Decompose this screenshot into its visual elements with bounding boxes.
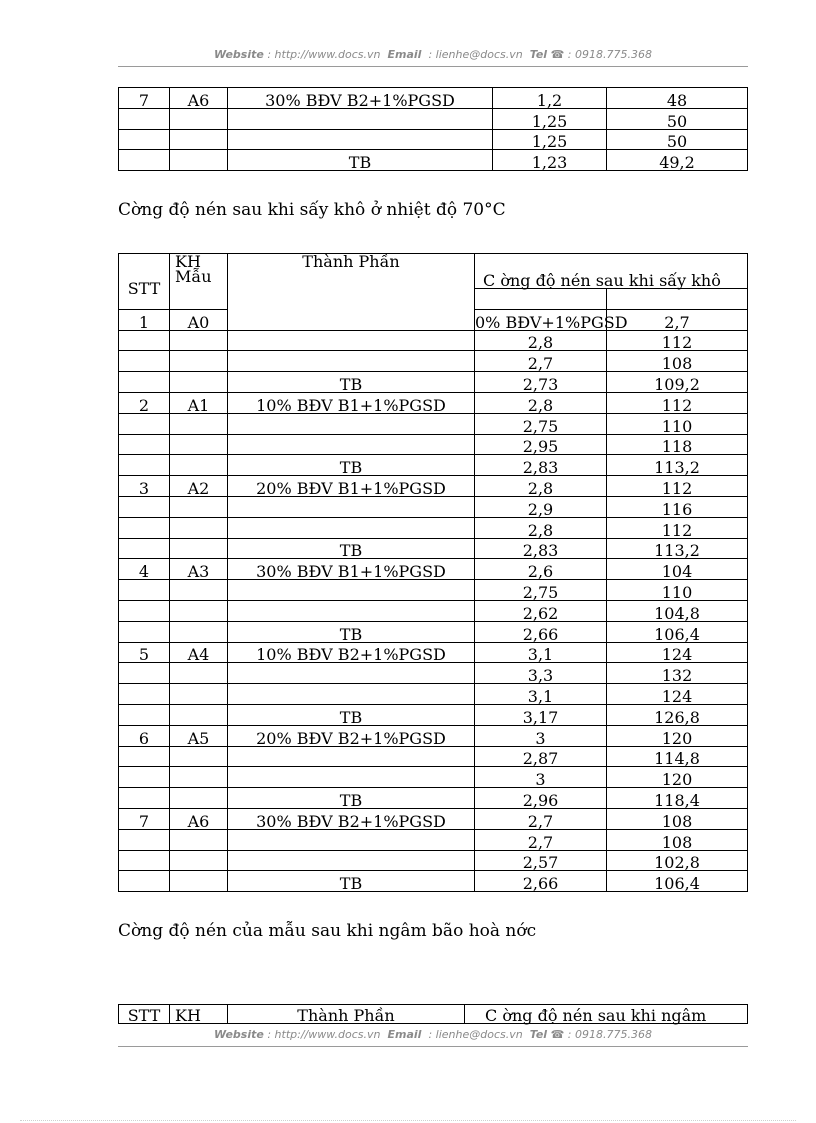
cell-pn: 1,23 [493,150,607,171]
table-row [119,496,748,517]
cell-rn: 108 [607,829,748,850]
cell-pn: 2,75 [475,580,607,601]
table-row [119,538,748,559]
cell-pn: 2,75 [475,413,607,434]
cell-kh-mau [170,434,228,455]
cell-kh-mau: A1 [170,392,228,413]
email-value[interactable]: : lienhe@docs.vn [428,48,523,61]
cell-pn: 3,17 [475,704,607,725]
cell-stt [119,788,170,809]
cell-kh-mau: A0 [170,309,228,330]
table-dry-strength [118,253,748,892]
cell-kh-mau [170,351,228,372]
cell-rn: 116 [607,496,748,517]
cell-rn: 124 [607,642,748,663]
cell-thanh-phan: 30% BĐV B2+1%PGSD [228,88,493,109]
table-row [119,129,748,150]
table-row [119,476,748,497]
cell-thanh-phan: TB [228,704,475,725]
cell-rn: 120 [607,767,748,788]
cell-stt: 5 [119,642,170,663]
cell-pn: 2,66 [475,871,607,892]
phone-icon: ☎ [550,48,565,61]
header-thanh-phan: Thành Phần [228,254,475,331]
cell-pn: 1,25 [493,108,607,129]
cell-rn: 102,8 [607,850,748,871]
soak-header-cuong-do: C ờng độ nén sau khi ngâm [465,1005,748,1024]
cell-kh-mau [170,746,228,767]
cell-pn: 2,8 [475,517,607,538]
soak-header-kh: KH [170,1005,228,1024]
cell-kh-mau [170,496,228,517]
cell-thanh-phan [228,829,475,850]
cell-kh-mau [170,788,228,809]
cell-kh-mau [170,413,228,434]
cell-kh-mau [170,767,228,788]
cell-stt: 6 [119,725,170,746]
cell-kh-mau: A3 [170,559,228,580]
cell-stt [119,434,170,455]
cell-thanh-phan [228,746,475,767]
page-footer [118,1028,748,1041]
table-row [119,621,748,642]
cell-pn: 2,7 [475,351,607,372]
page-header [118,48,748,61]
cell-kh-mau [170,538,228,559]
cell-rn: 110 [607,580,748,601]
table-row [119,351,748,372]
cell-kh-mau [170,663,228,684]
cell-rn: 112 [607,517,748,538]
table-row [119,829,748,850]
cell-stt [119,129,170,150]
cell-stt [119,413,170,434]
cell-rn: 114,8 [607,746,748,767]
cell-pn: 2,7 [475,808,607,829]
cell-pn: 2,7 [475,829,607,850]
cell-thanh-phan: 0% BĐV+1%PGSD [475,309,607,330]
cell-rn: 106,4 [607,621,748,642]
cell-kh-mau [170,108,228,129]
cell-thanh-phan [228,413,475,434]
cell-rn: 126,8 [607,704,748,725]
page-bottom-border [20,1120,796,1121]
footer-rule [118,1046,748,1047]
table-row [119,108,748,129]
soak-header-thanh-phan: Thành Phần [228,1005,465,1024]
cell-stt [119,580,170,601]
email-value[interactable]: : lienhe@docs.vn [428,1028,523,1041]
cell-kh-mau [170,871,228,892]
cell-rn: 50 [607,129,748,150]
website-url[interactable]: : http://www.docs.vn [267,48,381,61]
cell-thanh-phan: TB [228,150,493,171]
cell-pn: 2,87 [475,746,607,767]
table-row [119,684,748,705]
cell-pn: 2,57 [475,850,607,871]
cell-stt [119,538,170,559]
cell-thanh-phan [228,684,475,705]
cell-stt [119,871,170,892]
cell-stt [119,684,170,705]
cell-thanh-phan [228,767,475,788]
tel-label: Tel [529,1028,548,1041]
table-header-row [119,254,748,289]
header-stt: STT [119,254,170,310]
cell-kh-mau: A5 [170,725,228,746]
cell-kh-mau: A4 [170,642,228,663]
cell-rn: 112 [607,476,748,497]
table-row [119,788,748,809]
cell-kh-mau [170,600,228,621]
tel-value: : 0918.775.368 [567,1028,652,1041]
caption-dry: Cờng độ nén sau khi sấy khô ở nhiệt độ 70°C [118,200,506,220]
phone-icon: ☎ [550,1028,565,1041]
cell-rn: 108 [607,351,748,372]
table-row [119,767,748,788]
table-row [119,580,748,601]
cell-stt: 3 [119,476,170,497]
tel-label: Tel [529,48,548,61]
table-row [119,455,748,476]
cell-pn: 3 [475,725,607,746]
cell-kh-mau [170,580,228,601]
cell-stt: 1 [119,309,170,330]
cell-kh-mau: A6 [170,88,228,109]
email-label: Email [387,1028,422,1041]
table-continuation [118,87,748,171]
subheader-empty-kh [607,289,748,310]
cell-rn: 118 [607,434,748,455]
cell-pn: 2,8 [475,476,607,497]
header-cuong-do: C ờng độ nén sau khi sấy khô [475,254,748,289]
cell-pn: 2,73 [475,372,607,393]
cell-rn: 124 [607,684,748,705]
cell-stt [119,829,170,850]
cell-thanh-phan: 20% BĐV B1+1%PGSD [228,476,475,497]
website-url[interactable]: : http://www.docs.vn [267,1028,381,1041]
cell-kh-mau [170,150,228,171]
table-row [119,517,748,538]
cell-thanh-phan [228,351,475,372]
cell-stt: 4 [119,559,170,580]
cell-rn: 104,8 [607,600,748,621]
cell-thanh-phan [228,517,475,538]
cell-thanh-phan: TB [228,538,475,559]
cell-stt [119,767,170,788]
cell-rn: 120 [607,725,748,746]
cell-rn: 112 [607,392,748,413]
table-row [119,392,748,413]
cell-thanh-phan [228,330,475,351]
cell-stt [119,108,170,129]
cell-rn: 49,2 [607,150,748,171]
cell-pn: 3,1 [475,642,607,663]
cell-thanh-phan [228,580,475,601]
table-row [119,746,748,767]
header-kh-line1: KH [175,252,201,271]
cell-thanh-phan: TB [228,871,475,892]
cell-pn: 2,7 [607,309,748,330]
cell-kh-mau [170,704,228,725]
cell-stt [119,621,170,642]
cell-kh-mau [170,829,228,850]
website-label: Website [214,48,264,61]
table-row [119,600,748,621]
cell-pn: 2,62 [475,600,607,621]
cell-kh-mau [170,621,228,642]
tel-value: : 0918.775.368 [567,48,652,61]
table-row [119,871,748,892]
cell-kh-mau [170,517,228,538]
cell-thanh-phan: 10% BĐV B1+1%PGSD [228,392,475,413]
cell-stt: 7 [119,88,170,109]
cell-thanh-phan: 30% BĐV B2+1%PGSD [228,808,475,829]
cell-thanh-phan: TB [228,788,475,809]
cell-pn: 3,1 [475,684,607,705]
cell-kh-mau [170,850,228,871]
cell-pn: 2,83 [475,455,607,476]
cell-kh-mau [170,330,228,351]
website-label: Website [214,1028,264,1041]
cell-thanh-phan: TB [228,455,475,476]
table-row [119,150,748,171]
table-row [119,434,748,455]
cell-pn: 1,25 [493,129,607,150]
cell-rn: 104 [607,559,748,580]
cell-pn: 2,95 [475,434,607,455]
table-row [119,559,748,580]
cell-rn: 112 [607,330,748,351]
cell-rn: 118,4 [607,788,748,809]
cell-stt [119,663,170,684]
caption-soak: Cờng độ nén của mẫu sau khi ngâm bão hoà nớc [118,921,537,941]
cell-pn: 2,96 [475,788,607,809]
cell-stt [119,330,170,351]
cell-kh-mau [170,455,228,476]
cell-thanh-phan: TB [228,372,475,393]
cell-thanh-phan: 20% BĐV B2+1%PGSD [228,725,475,746]
cell-rn: 113,2 [607,455,748,476]
cell-thanh-phan [228,496,475,517]
cell-stt [119,150,170,171]
cell-pn: 3 [475,767,607,788]
cell-stt [119,351,170,372]
cell-kh-mau [170,129,228,150]
cell-stt [119,372,170,393]
cell-thanh-phan: 30% BĐV B1+1%PGSD [228,559,475,580]
cell-kh-mau: A2 [170,476,228,497]
soak-header-stt: STT [119,1005,170,1024]
cell-stt [119,746,170,767]
table-row [119,663,748,684]
cell-kh-mau [170,372,228,393]
table-row [119,642,748,663]
cell-rn: 50 [607,108,748,129]
cell-stt: 2 [119,392,170,413]
cell-pn: 2,8 [475,330,607,351]
cell-pn: 2,83 [475,538,607,559]
table-row [119,850,748,871]
cell-stt [119,600,170,621]
cell-stt [119,517,170,538]
cell-stt [119,704,170,725]
cell-pn: 3,3 [475,663,607,684]
table-row [119,372,748,393]
cell-stt [119,496,170,517]
table-row [119,808,748,829]
table-row [119,704,748,725]
cell-pn: 2,8 [475,392,607,413]
cell-rn: 113,2 [607,538,748,559]
cell-rn: 132 [607,663,748,684]
header-rule [118,66,748,67]
table-row [119,725,748,746]
header-kh [170,254,228,310]
table-row [119,330,748,351]
table-row [119,88,748,109]
table-row [119,413,748,434]
cell-rn: 106,4 [607,871,748,892]
cell-pn: 2,9 [475,496,607,517]
cell-pn: 2,66 [475,621,607,642]
cell-stt: 7 [119,808,170,829]
cell-kh-mau: A6 [170,808,228,829]
cell-kh-mau [170,684,228,705]
cell-stt [119,455,170,476]
cell-thanh-phan [228,108,493,129]
table-soak-strength [118,1004,748,1024]
header-kh-line2: Mẫu [175,267,212,286]
cell-thanh-phan [228,129,493,150]
table-header-row [119,1005,748,1024]
cell-thanh-phan [228,434,475,455]
cell-pn: 2,6 [475,559,607,580]
cell-thanh-phan: TB [228,621,475,642]
cell-rn: 48 [607,88,748,109]
cell-thanh-phan [228,850,475,871]
cell-rn: 110 [607,413,748,434]
cell-pn: 1,2 [493,88,607,109]
email-label: Email [387,48,422,61]
cell-thanh-phan [228,600,475,621]
cell-stt [119,850,170,871]
cell-rn: 109,2 [607,372,748,393]
cell-thanh-phan: 10% BĐV B2+1%PGSD [228,642,475,663]
subheader-empty-stt [475,289,607,310]
cell-thanh-phan [228,663,475,684]
cell-rn: 108 [607,808,748,829]
